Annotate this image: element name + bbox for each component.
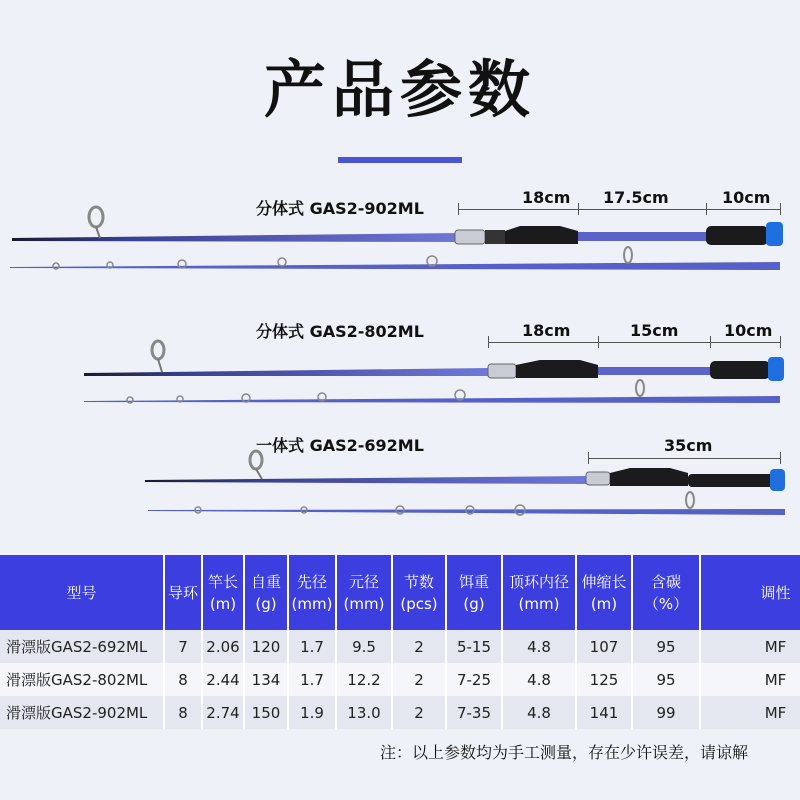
table-header-row — [0, 555, 800, 630]
table-cell: 150 — [244, 696, 288, 729]
table-cell: 7 — [164, 630, 202, 663]
table-cell: 2 — [392, 630, 446, 663]
table-row — [0, 630, 800, 663]
header-carbon: 含碳 （%） — [632, 555, 700, 630]
page-title: 产品参数 — [263, 53, 536, 126]
table-cell: 1.7 — [288, 663, 336, 696]
table-cell: 8 — [164, 663, 202, 696]
table-cell: MF — [700, 630, 800, 663]
header-tip-diameter: 先径 (mm) — [288, 555, 336, 630]
rod-label-802: 分体式 GAS2-802ML — [256, 322, 424, 341]
table-cell: MF — [700, 696, 800, 729]
table-cell: 1.7 — [288, 630, 336, 663]
header-top-ring: 顶环内径 (mm) — [502, 555, 576, 630]
table-row — [0, 663, 800, 696]
dim-text: 17.5cm — [603, 188, 669, 207]
table-row — [0, 696, 800, 729]
table-cell: 2.74 — [202, 696, 244, 729]
table-cell: 1.9 — [288, 696, 336, 729]
rod-692-butt — [145, 451, 785, 491]
spec-table — [0, 555, 800, 729]
table-cell: 2.06 — [202, 630, 244, 663]
rod-label-902: 分体式 GAS2-902ML — [256, 199, 424, 218]
header-closed-length: 伸缩长 (m) — [576, 555, 632, 630]
table-cell: 99 — [632, 696, 700, 729]
table-cell: 125 — [576, 663, 632, 696]
table-cell: MF — [700, 663, 800, 696]
header-butt-diameter: 元径 (mm) — [336, 555, 392, 630]
cell-model: 滑漂版GAS2-802ML — [0, 663, 164, 696]
table-cell: 2 — [392, 696, 446, 729]
table-cell: 95 — [632, 630, 700, 663]
table-cell: 8 — [164, 696, 202, 729]
dim-text: 10cm — [724, 321, 773, 340]
header-length: 竿长 (m) — [202, 555, 244, 630]
rod-902-tip — [10, 247, 780, 270]
rod-692-tip — [148, 492, 785, 515]
table-cell: 4.8 — [502, 696, 576, 729]
table-cell: 13.0 — [336, 696, 392, 729]
dim-text: 35cm — [664, 436, 713, 455]
table-cell: 5-15 — [446, 630, 502, 663]
table-cell: 7-25 — [446, 663, 502, 696]
header-sections: 节数 (pcs) — [392, 555, 446, 630]
table-cell: 134 — [244, 663, 288, 696]
dim-text: 15cm — [630, 321, 679, 340]
table-cell: 2 — [392, 663, 446, 696]
table-cell: 95 — [632, 663, 700, 696]
header-weight: 自重 (g) — [244, 555, 288, 630]
table-cell: 120 — [244, 630, 288, 663]
table-cell: 107 — [576, 630, 632, 663]
measurement-note: 注：以上参数均为手工测量，存在少许误差，请谅解 — [379, 743, 748, 762]
header-lure-weight: 饵重 (g) — [446, 555, 502, 630]
table-cell: 9.5 — [336, 630, 392, 663]
dim-text: 18cm — [522, 321, 571, 340]
rod-902-butt — [12, 207, 783, 246]
guide-ring — [152, 341, 164, 359]
dim-text: 18cm — [522, 188, 571, 207]
table-cell: 4.8 — [502, 630, 576, 663]
rod-802-tip — [84, 380, 780, 403]
header-action: 调性 — [700, 555, 800, 630]
table-cell: 2.44 — [202, 663, 244, 696]
dim-text: 10cm — [722, 188, 771, 207]
rod-802-butt — [84, 341, 784, 381]
guide-ring — [89, 207, 103, 227]
rod-label-692: 一体式 GAS2-692ML — [256, 436, 424, 455]
table-cell: 141 — [576, 696, 632, 729]
header-model: 型号 — [0, 555, 164, 630]
header-guides: 导环 — [164, 555, 202, 630]
guide-ring — [250, 451, 262, 469]
table-cell: 7-35 — [446, 696, 502, 729]
cell-model: 滑漂版GAS2-902ML — [0, 696, 164, 729]
table-cell: 4.8 — [502, 663, 576, 696]
cell-model: 滑漂版GAS2-692ML — [0, 630, 164, 663]
table-cell: 12.2 — [336, 663, 392, 696]
